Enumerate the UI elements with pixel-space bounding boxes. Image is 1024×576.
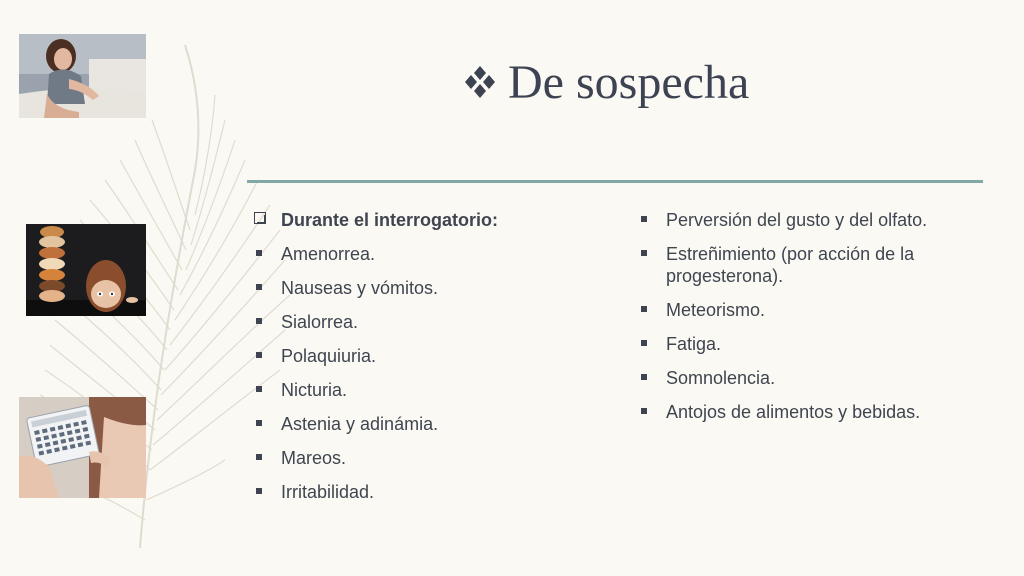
list-heading	[256, 209, 626, 231]
list-item-text: Polaquiuria.	[281, 346, 377, 366]
list-item	[641, 401, 961, 423]
title-text: De sospecha	[508, 55, 750, 109]
list-item-text: Antojos de alimentos y bebidas.	[666, 402, 921, 422]
list-item-text: Estreñimiento (por acción de la progesterona).	[666, 244, 915, 286]
slide-title	[460, 52, 749, 112]
list-item-text: Somnolencia.	[666, 368, 776, 388]
list-item	[641, 299, 961, 321]
square-bullet-icon	[641, 340, 647, 346]
woman-with-donuts-photo	[26, 224, 146, 316]
square-bullet-icon	[641, 216, 647, 222]
list-item-text: Meteorismo.	[666, 300, 766, 320]
square-bullet-icon	[256, 250, 262, 256]
list-item-text: Irritabilidad.	[281, 482, 375, 502]
list-item	[641, 367, 961, 389]
square-bullet-icon	[256, 352, 262, 358]
square-bullet-icon	[256, 454, 262, 460]
list-item	[256, 447, 626, 469]
list-item-text: Nauseas y vómitos.	[281, 278, 439, 298]
accent-divider	[247, 180, 983, 183]
square-bullet-icon	[641, 250, 647, 256]
right-bullet-list	[641, 209, 961, 435]
list-item	[256, 379, 626, 401]
list-item-text: Mareos.	[281, 448, 347, 468]
tired-woman-photo	[19, 34, 146, 118]
list-item	[256, 481, 626, 503]
list-item	[641, 209, 961, 231]
list-heading-text: Durante el interrogatorio:	[281, 210, 499, 230]
square-bullet-icon	[256, 420, 262, 426]
square-bullet-icon	[641, 306, 647, 312]
list-item-text: Sialorrea.	[281, 312, 359, 332]
list-item	[256, 243, 626, 265]
list-item	[256, 345, 626, 367]
list-item-text: Perversión del gusto y del olfato.	[666, 210, 928, 230]
list-item	[256, 413, 626, 435]
square-bullet-icon	[641, 408, 647, 414]
four-diamond-icon	[460, 62, 500, 102]
list-item-text: Amenorrea.	[281, 244, 376, 264]
list-item-text: Fatiga.	[666, 334, 722, 354]
square-bullet-icon	[256, 318, 262, 324]
square-bullet-icon	[256, 386, 262, 392]
left-bullet-list	[256, 209, 626, 515]
list-item	[256, 311, 626, 333]
square-bullet-icon	[256, 284, 262, 290]
checkbox-icon	[254, 212, 266, 224]
list-item-text: Astenia y adinámia.	[281, 414, 439, 434]
list-item-text: Nicturia.	[281, 380, 348, 400]
square-bullet-icon	[641, 374, 647, 380]
list-item	[641, 243, 961, 287]
calendar-tablet-photo	[19, 397, 146, 498]
list-item	[641, 333, 961, 355]
square-bullet-icon	[256, 488, 262, 494]
list-item	[256, 277, 626, 299]
